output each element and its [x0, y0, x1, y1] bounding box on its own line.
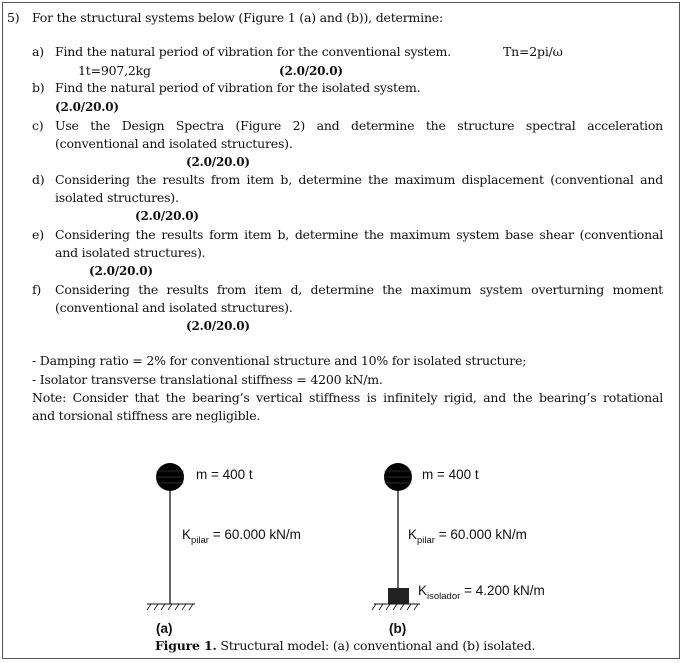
item-score-a: (2.0/20.0): [279, 64, 343, 78]
column-stiffness-label-b: $K_{pilar} = 60.000$ kN/m: [408, 527, 527, 546]
item-text-c-line1: Use the Design Spectra (Figure 2) and determine the structure spectral acceleration: [55, 118, 663, 133]
mass-label-b: m = 400 t: [422, 467, 479, 482]
item-text-f-line2: (conventional and isolated structures).: [55, 300, 293, 315]
item-text-d-line2: isolated structures).: [55, 190, 179, 205]
item-score-b: (2.0/20.0): [55, 100, 119, 114]
fixed-support-b: [372, 604, 420, 610]
question-intro: For the structural systems below (Figure 1 (a) and (b)), determine:: [32, 10, 444, 25]
item-letter-f: f): [32, 282, 42, 297]
bearing-note-line2: and torsional stiffness are negligible.: [32, 408, 261, 423]
isolator-bearing: [388, 588, 409, 604]
panel-label-a: (a): [156, 621, 173, 636]
item-letter-e: e): [32, 227, 44, 242]
figure-caption: Figure 1. Structural model: (a) conventional and (b) isolated.: [155, 638, 536, 653]
item-score-c: (2.0/20.0): [186, 155, 250, 169]
item-text-c-line2: (conventional and isolated structures).: [55, 136, 293, 151]
question-number: 5): [7, 10, 20, 25]
fixed-support-a: [147, 604, 195, 610]
item-score-d: (2.0/20.0): [135, 209, 199, 223]
item-letter-b: b): [32, 80, 45, 95]
item-score-e: (2.0/20.0): [89, 264, 153, 278]
item-text-d-line1: Considering the results from item b, determine the maximum displacement (conventional and: [55, 172, 663, 187]
panel-label-b: (b): [389, 621, 407, 636]
mass-label-a: m = 400 t: [196, 467, 253, 482]
item-text-e-line1: Considering the results form item b, determine the maximum system base shear (conventional: [55, 227, 663, 242]
item-text-b: Find the natural period of vibration for the isolated system.: [55, 80, 421, 95]
item-letter-d: d): [32, 172, 45, 187]
item-letter-c: c): [32, 118, 44, 133]
item-text-f-line1: Considering the results from item d, determine the maximum system overturning moment: [55, 282, 663, 297]
item-text-a: Find the natural period of vibration for the conventional system.: [55, 44, 451, 59]
period-formula: Tn=2pi/ω: [503, 44, 563, 59]
item-score-f: (2.0/20.0): [186, 319, 250, 333]
stiffness-note: - Isolator transverse translational stiffness = 4200 kN/m.: [32, 372, 383, 387]
damping-note: - Damping ratio = 2% for conventional structure and 10% for isolated structure;: [32, 353, 527, 368]
column-stiffness-label-a: $K_{pilar} = 60.000$ kN/m: [182, 527, 301, 546]
item-text-e-line2: and isolated structures).: [55, 245, 206, 260]
isolator-stiffness-label: $K_{isolador} = 4.200$ kN/m: [418, 583, 545, 602]
bearing-note-line1: Note: Consider that the bearing’s vertical stiffness is infinitely rigid, and the bearing’s rotational: [32, 390, 663, 405]
item-letter-a: a): [32, 44, 44, 59]
mass-conversion-note: 1t=907,2kg: [78, 63, 151, 78]
